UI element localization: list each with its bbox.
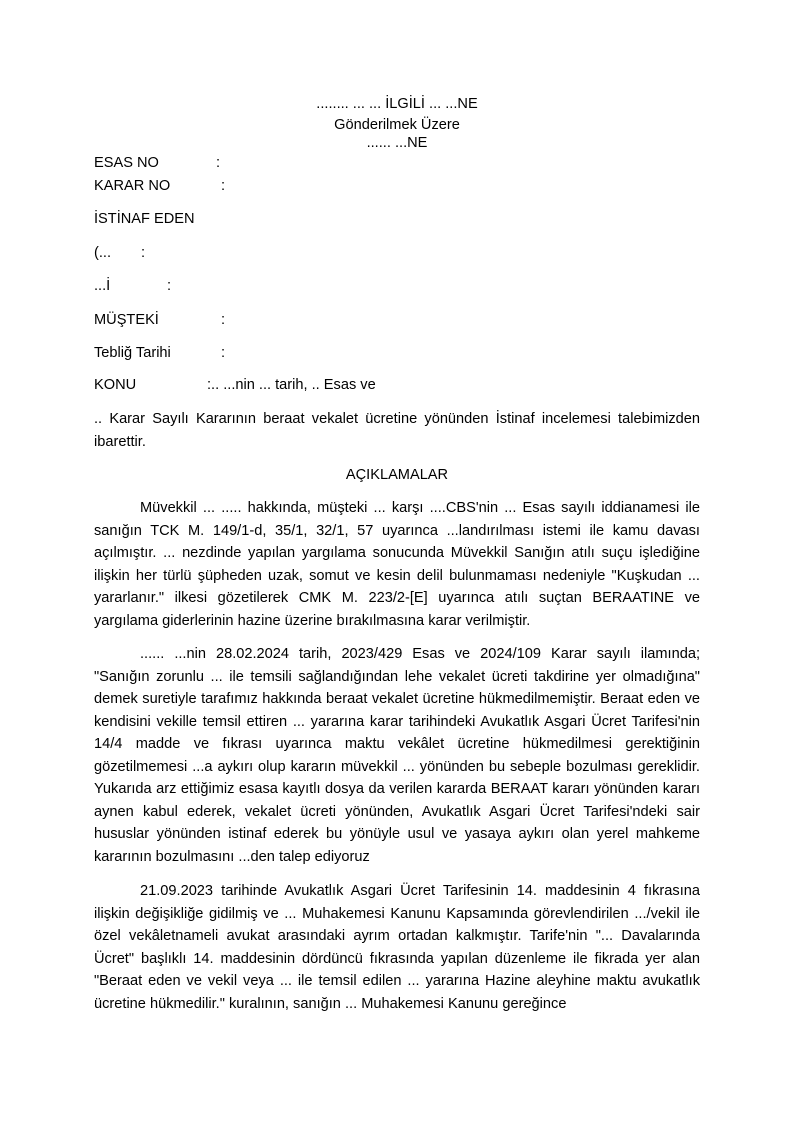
section-title: AÇIKLAMALAR xyxy=(345,467,449,483)
header-court: ...... ...NE xyxy=(366,135,428,151)
field-party-2 xyxy=(94,275,172,298)
header-forwarding: Gönderilmek Üzere xyxy=(334,117,460,133)
paragraph-text: 21.09.2023 tarihinde Avukatlık Asgari Ücret Tarifesinin 14. maddesinin 4 fıkrasına ilişkin değişikliğe gidilmiş ve ... Muhakemesi Kanunu Kapsamında görevlendirilen .../vekil ile özel vekâletnameli avukat arasındaki ayrım ortadan kalkmıştır. Tarife'nin "... Davalarında Ücret" başlıklı 14. maddesinin dördüncü fıkrasında yapılan düzenleme ile fikrada yer alan "Beraat eden ve vekil veya ... ile temsil edilen ... yararına Hazine aleyhine maktu avukatlık ücretine hükmedilir." kuralının, sanığın ... Muhakemesi Kanunu gereğince xyxy=(94,883,700,1012)
field-istinaf-eden xyxy=(94,208,195,231)
field-label: ESAS NO xyxy=(94,155,159,171)
konu-text: .. Karar Sayılı Kararının beraat vekalet ücretine yönünden İstinaf incelemesi talebimizden ibarettir. xyxy=(94,411,700,450)
field-colon: : xyxy=(167,278,172,294)
field-label: (... xyxy=(94,245,112,261)
field-colon: : xyxy=(141,245,146,261)
konu-continuation xyxy=(94,408,700,453)
field-label: ...İ xyxy=(94,278,111,294)
paragraph-1 xyxy=(94,497,700,632)
field-teblig-tarihi xyxy=(94,342,226,365)
field-label: KONU xyxy=(94,377,137,393)
paragraph-2 xyxy=(94,643,700,868)
field-label: MÜŞTEKİ xyxy=(94,312,159,328)
field-label: KARAR NO xyxy=(94,178,171,194)
field-esas-no xyxy=(94,152,221,175)
field-party-1 xyxy=(94,242,146,265)
field-colon: : xyxy=(221,178,226,194)
field-colon: : xyxy=(221,345,226,361)
field-colon: : xyxy=(216,155,221,171)
field-konu xyxy=(94,374,376,397)
field-value: :.. ...nin ... tarih, .. Esas ve xyxy=(207,377,376,393)
paragraph-text: ...... ...nin 28.02.2024 tarih, 2023/429 Esas ve 2024/109 Karar sayılı ilamında; "Sanığın zorunlu ... ile temsili sağlandığından lehe vekalet ücreti takdirine yer olmadığına" demek suretiyle tarafımız hakkında beraat vekalet ücretine hükmedilmemiştir. Beraat eden ve kendisini vekille temsil ettiren ... yararına karar tarihindeki Avukatlık Asgari Ücret Tarifesi'nin 14/4 madde ve fıkrası uyarınca maktu vekâlet ücretine hükmedilmesi gerektiğinin gözetilmemesi ...a aykırı olup kararın müvekkil ... yönünden bu sebeple bozulması gereklidir. Yukarıda arz ettiğimiz esasa kayıtlı dosya da verilen kararda BERAAT kararı yönünden kararı aynen kabul ederek, vekalet ücreti yönünden, Avukatlık Asgari Ücret Tarifesi'ndeki sair hususlar yönünden istinaf ederek bu yönüyle usul ve yasaya aykırı olan yerel mahkeme kararının bozulmasını ...den talep ediyoruz xyxy=(94,646,700,865)
header-recipient: ........ ... ... İLGİLİ ... ...NE xyxy=(316,96,478,112)
field-label: Tebliğ Tarihi xyxy=(94,345,171,361)
field-musteki xyxy=(94,309,226,332)
paragraph-3 xyxy=(94,880,700,1015)
field-label: İSTİNAF EDEN xyxy=(94,211,195,227)
field-karar-no xyxy=(94,175,226,198)
field-colon: : xyxy=(221,312,226,328)
paragraph-text: Müvekkil ... ..... hakkında, müşteki ... karşı ....CBS'nin ... Esas sayılı iddianamesi ile sanığın TCK M. 149/1-d, 35/1, 32/1, 57 uyarınca ...landırılması istemi ile kamu davası açılmıştır. ... nezdinde yapılan yargılama sonucunda Müvekkil Sanığın atılı suçu işlediğine ilişkin her türlü şüpheden uzak, somut ve kesin delil bulunmaması nedeniyle "Kuşkudan ... yararlanır." ilkesi gözetilerek CMK M. 223/2-[E] uyarınca atılı suçtan BERAATINE ve yargılama giderlerinin hazine üzerine bırakılmasına karar verilmiştir. xyxy=(94,500,700,629)
